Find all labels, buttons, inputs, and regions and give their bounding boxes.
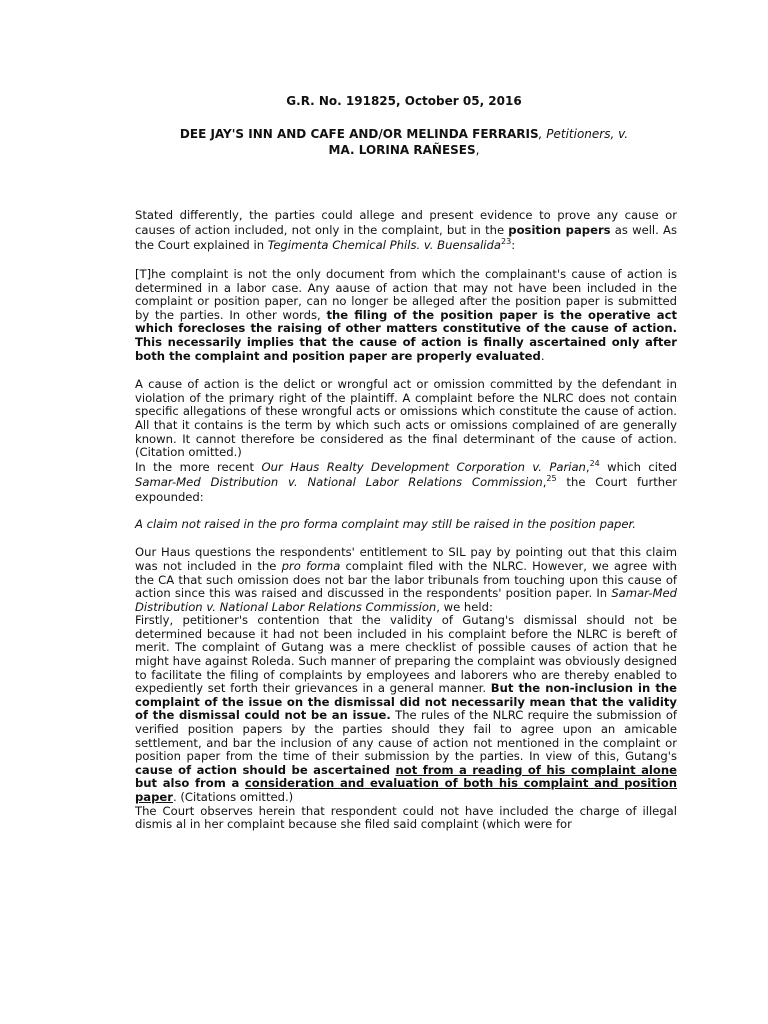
bold-text: but also from a	[135, 776, 245, 791]
text: Firstly, petitioner's contention that the validity of Gutang's dismissal should not be determined because it had not been included in his complaint before the NLRC is bereft of merit. The complaint of Gutang was a mere checklist of possible causes of action that he might have against Roleda. Such manner of preparing the complaint was obviously designed to facilitate the filing of complaints by employees and laborers who are thereby enabled to expediently set forth their grievances in a general manner.	[135, 613, 677, 696]
text: The Court observes herein that respondent could not have included the charge of illegal dismis al in her complaint because she filed said complaint (which were for	[135, 803, 677, 832]
underlined-text: not from a reading of his complaint alone	[395, 762, 677, 777]
text: the Court further expounded:	[135, 474, 678, 504]
footnote-ref: 23	[501, 237, 512, 246]
bold-text: cause of action should be ascertained	[135, 762, 396, 777]
underlined-text: consideration and evaluation of both his complaint and position paper	[135, 776, 677, 804]
text: Our Haus questions the respondents' entitlement to SIL pay by pointing out that this claim was not included in the	[135, 545, 677, 573]
text: as well. As the Court explained in	[135, 223, 677, 252]
paragraph-quote-complaint	[135, 268, 677, 363]
italic-text: pro forma	[281, 558, 341, 573]
paragraph-stated-differently	[135, 208, 677, 253]
case-title: G.R. No. 191825, October 05, 2016	[286, 94, 522, 108]
text: .	[540, 348, 545, 363]
text: Stated differently, the parties could allege and present evidence to prove any cause or causes of action included, not only in the complaint, but in the	[135, 208, 677, 237]
case-parties	[0, 126, 768, 158]
text: A cause of action is the delict or wrongful act or omission committed by the defendant in violation of the primary right of the plaintiff. A complaint before the NLRC does not contain specific allegations of these wrongful acts or omissions which constitute the cause of action. All that it contains is the term by which such acts or omissions complained of are generally known. It cannot therefore be considered as the final determinant of the cause of action. (Citation omitted.)	[135, 377, 677, 460]
footnote-ref: 25	[546, 473, 557, 483]
petitioners-name: DEE JAY'S INN AND CAFE AND/OR MELINDA FERRARIS	[179, 127, 539, 141]
bold-text: the filing of the position paper is the operative act which forecloses the raising of other matters constitutive of the cause of action. This necessarily implies that the cause of action is finally ascertained only after both the complaint and position paper are properly evaluated	[135, 307, 677, 363]
text: complaint filed with the NLRC. However, we agree with the CA that such omission does not bar the labor tribunals from touching upon this cause of action since this was raised and discussed in the respondents' position paper. In	[135, 558, 677, 601]
case-citation: Our Haus Realty Development Corporation v. Parian	[261, 459, 586, 474]
case-citation: Samar-Med Distribution v. National Labor Relations Commission	[135, 474, 543, 489]
paragraph-more-recent	[135, 460, 677, 505]
footnote-ref: 24	[589, 458, 600, 468]
case-citation: Samar-Med Distribution v. National Labor Relations Commission	[135, 586, 677, 614]
text: :	[511, 238, 516, 252]
paragraph-claim-heading	[135, 518, 677, 532]
respondent-end: ,	[475, 143, 480, 157]
text: [T]he complaint is not the only document from which the complainant's cause of action is determined in a labor case. Any aause of action that may not have been included in the complaint or position paper, can no longer be alleged after the position paper is submitted by the parties. In other words,	[135, 267, 677, 322]
paragraph-our-haus	[135, 546, 677, 614]
bold-text: But the non-inclusion in the complaint of the issue on the dismissal did not necessarily mean that the validity of the dismissal could not be an issue.	[135, 681, 677, 723]
petitioners-label: , Petitioners, v.	[538, 127, 629, 141]
case-citation: Tegimenta Chemical Phils. v. Buensalida	[267, 238, 501, 252]
text: , we held:	[436, 599, 493, 614]
text: The rules of the NLRC require the submission of verified position papers by the parties should they fail to agree upon an amicable settlement, and bar the inclusion of any cause of action not mentioned in the complaint or position paper from the time of their submission by the parties. In view of this, Gutang's	[135, 708, 677, 764]
text: ,	[585, 459, 590, 474]
document-body	[135, 208, 677, 832]
respondent-name: MA. LORINA RAÑESES	[328, 143, 476, 157]
text: . (Citations omitted.)	[173, 790, 294, 804]
bold-text: position papers	[508, 223, 611, 237]
paragraph-cause-of-action	[135, 378, 677, 460]
paragraph-firstly	[135, 614, 677, 804]
italic-text: A claim not raised in the pro forma complaint may still be raised in the position paper.	[135, 516, 636, 531]
text: ,	[542, 474, 547, 489]
text: which cited	[599, 459, 677, 474]
paragraph-court-observes	[135, 805, 677, 832]
text: In the more recent	[135, 459, 262, 474]
